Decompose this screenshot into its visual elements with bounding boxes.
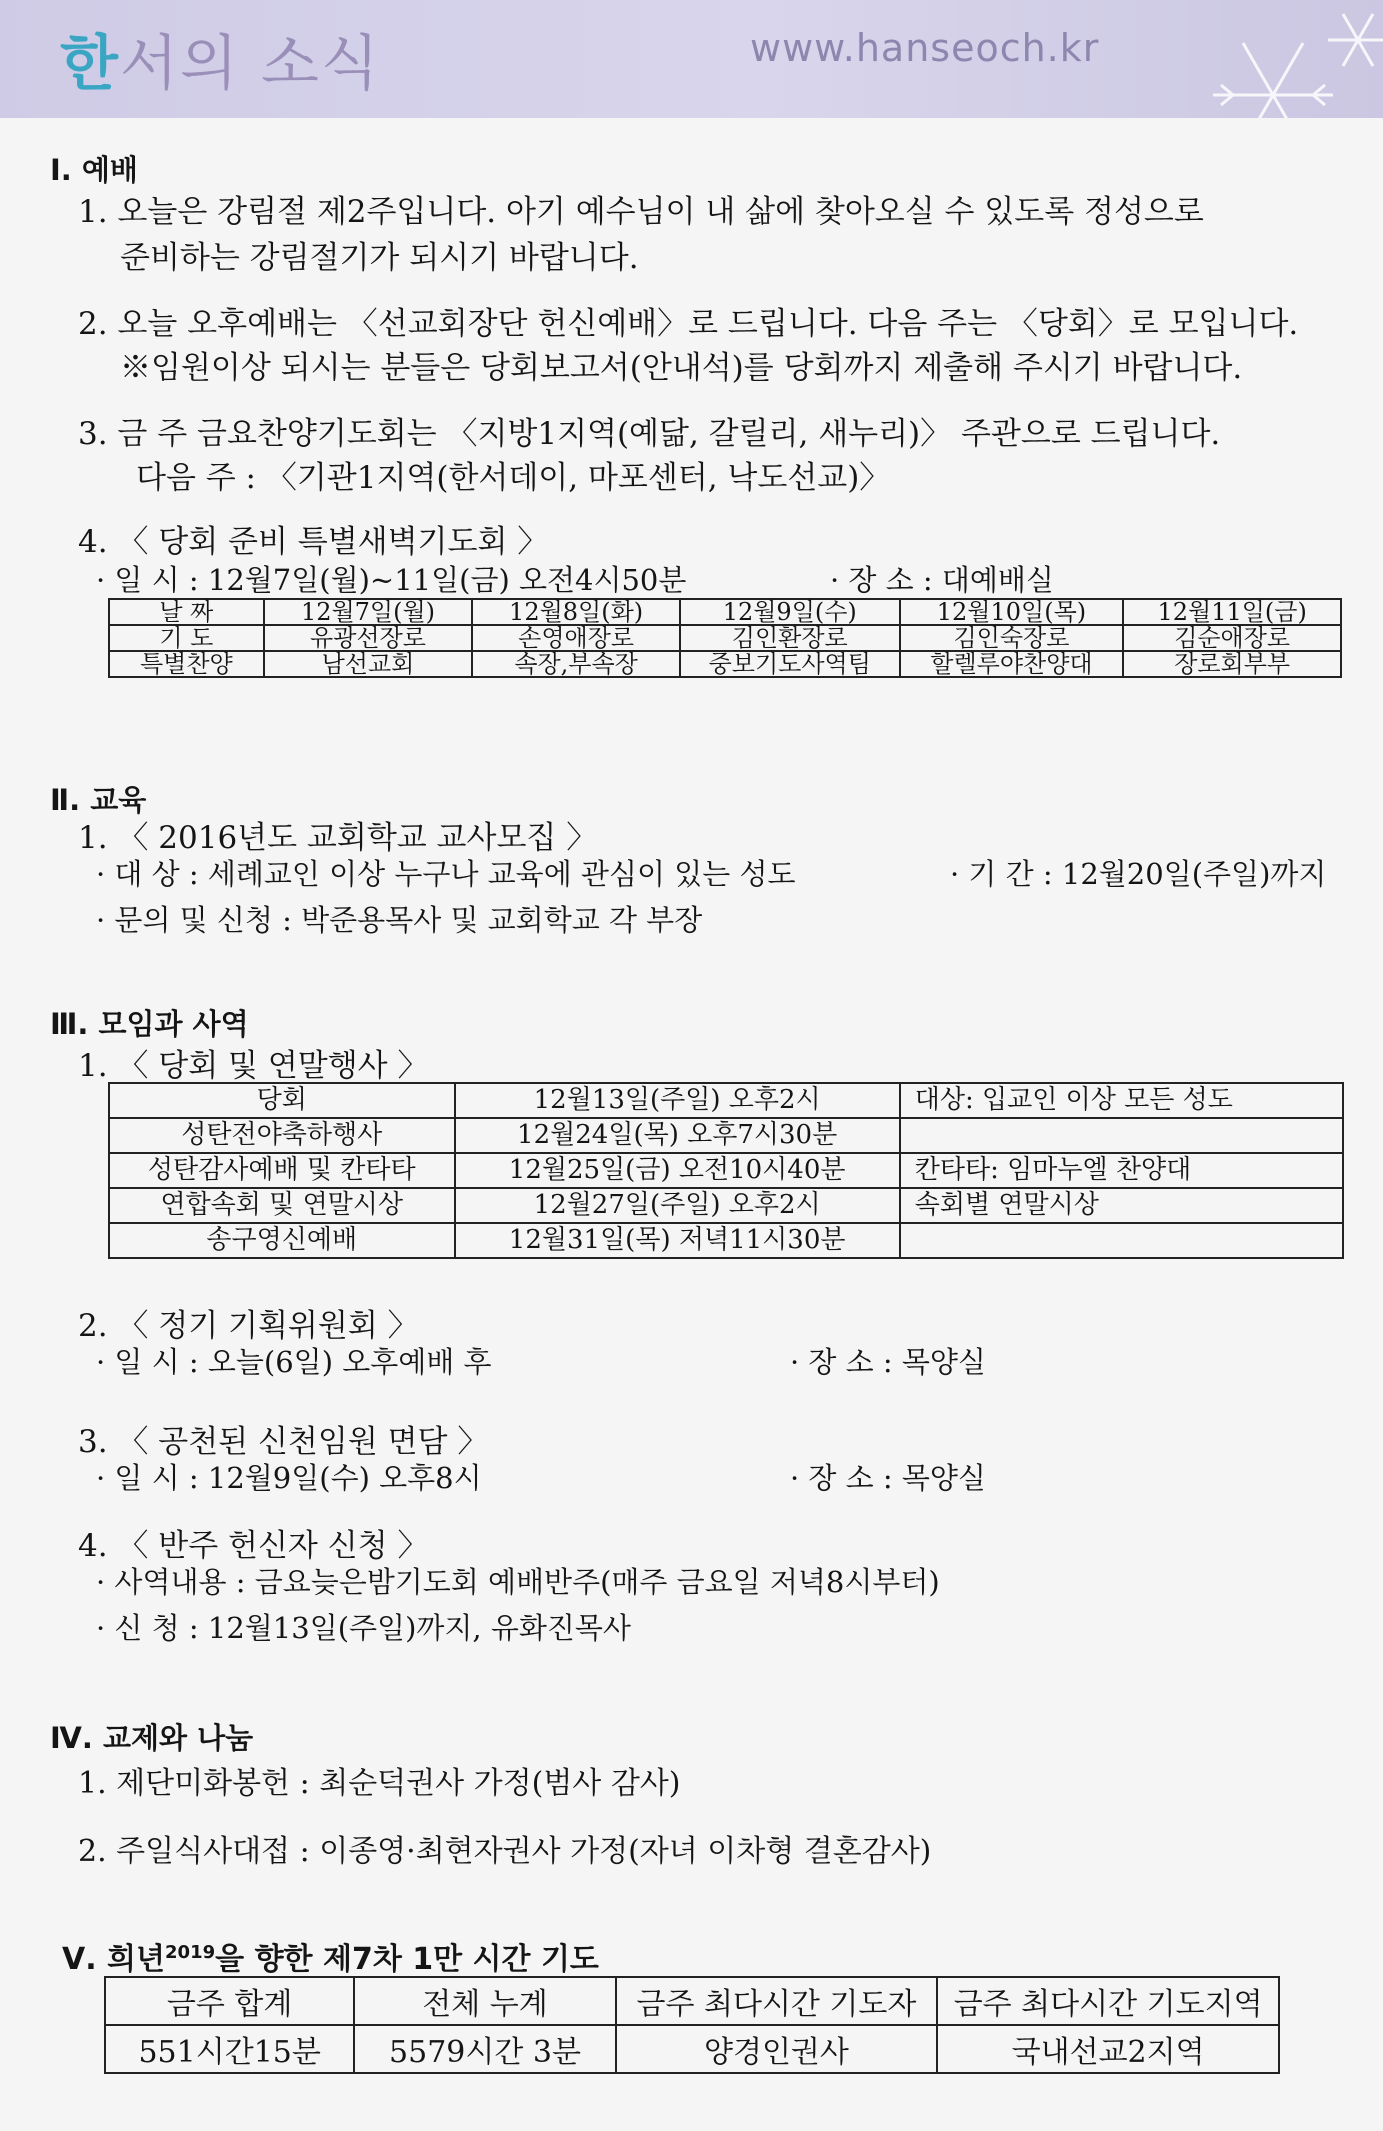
table-header: 금주 최다시간 기도지역 [937, 1977, 1279, 2025]
table-cell: 남선교회 [264, 651, 473, 677]
table-cell: 속장,부속장 [472, 651, 680, 677]
site-url[interactable]: www.hanseoch.kr [750, 26, 1100, 70]
table-header: 전체 누계 [354, 1977, 615, 2025]
table-cell: 12월13일(주일) 오후2시 [455, 1083, 900, 1118]
table-cell: 유광선장로 [264, 625, 473, 651]
meetings-item4-apply: · 신 청 : 12월13일(주일)까지, 유화진목사 [96, 1611, 631, 1645]
worship-item4-time: · 일 시 : 12월7일(월)~11일(금) 오전4시50분 [96, 563, 687, 597]
section-title-worship: Ⅰ. 예배 [50, 153, 138, 187]
education-period: · 기 간 : 12월20일(주일)까지 [950, 857, 1327, 891]
worship-item4-place: · 장 소 : 대예배실 [830, 563, 1054, 597]
table-cell: 5579시간 3분 [354, 2025, 615, 2073]
table-row [109, 651, 1341, 677]
meetings-item2-time: · 일 시 : 오늘(6일) 오후예배 후 [96, 1345, 492, 1379]
table-row [109, 1083, 1343, 1118]
table-row [109, 1223, 1343, 1258]
year-end-events-table [108, 1082, 1344, 1259]
table-header: 금주 합계 [105, 1977, 354, 2025]
snowflake-icon [1123, 0, 1383, 118]
table-cell: 김순애장로 [1123, 625, 1341, 651]
table-cell: 12월11일(금) [1123, 599, 1341, 625]
table-row [109, 1118, 1343, 1153]
section-title-fellowship: Ⅳ. 교제와 나눔 [50, 1721, 254, 1755]
meetings-item1-title: 1. 〈 당회 및 연말행사 〉 [78, 1048, 429, 1084]
worship-item3-line1: 3. 금 주 금요찬양기도회는 〈지방1지역(예닮, 갈릴리, 새누리)〉 주관으로 드립니다. [78, 416, 1221, 452]
table-cell: 12월10일(목) [900, 599, 1124, 625]
table-cell: 기 도 [109, 625, 264, 651]
table-cell [900, 1223, 1343, 1258]
prayer-hours-table [104, 1976, 1280, 2074]
brand-title: 한서의 소식 [60, 29, 381, 99]
meetings-item4-title: 4. 〈 반주 헌신자 신청 〉 [78, 1528, 429, 1564]
table-cell: 12월25일(금) 오전10시40분 [455, 1153, 900, 1188]
table-cell: 김인환장로 [680, 625, 900, 651]
table-cell: 551시간15분 [105, 2025, 354, 2073]
meetings-item2-place: · 장 소 : 목양실 [790, 1345, 986, 1379]
dawn-prayer-table [108, 598, 1342, 678]
education-target: · 대 상 : 세례교인 이상 누구나 교육에 관심이 있는 성도 [96, 857, 796, 891]
table-cell: 성탄전야축하행사 [109, 1118, 455, 1153]
table-cell [900, 1118, 1343, 1153]
table-cell: 대상: 입교인 이상 모든 성도 [900, 1083, 1343, 1118]
table-cell: 국내선교2지역 [937, 2025, 1279, 2073]
section-title-prayer: Ⅴ. 희년$^{2019}$을 향한 제7차 1만 시간 기도 [62, 1942, 599, 1977]
meetings-item3-place: · 장 소 : 목양실 [790, 1461, 986, 1495]
table-cell: 연합속회 및 연말시상 [109, 1188, 455, 1223]
section-title-education: Ⅱ. 교육 [50, 783, 147, 817]
table-cell: 12월7일(월) [264, 599, 473, 625]
fellowship-item2: 2. 주일식사대접 : 이종영·최현자권사 가정(자녀 이차형 결혼감사) [78, 1834, 932, 1869]
table-cell: 중보기도사역팀 [680, 651, 900, 677]
table-cell: 할렐루야찬양대 [900, 651, 1124, 677]
table-cell: 송구영신예배 [109, 1223, 455, 1258]
table-cell: 12월8일(화) [472, 599, 680, 625]
table-header: 금주 최다시간 기도자 [616, 1977, 938, 2025]
table-cell: 칸타타: 임마누엘 찬양대 [900, 1153, 1343, 1188]
education-contact: · 문의 및 신청 : 박준용목사 및 교회학교 각 부장 [96, 903, 703, 937]
table-cell: 장로회부부 [1123, 651, 1341, 677]
worship-item3-line2: 다음 주 : 〈기관1지역(한서데이, 마포센터, 낙도선교)〉 [136, 460, 891, 496]
fellowship-item1: 1. 제단미화봉헌 : 최순덕권사 가정(범사 감사) [78, 1766, 681, 1801]
worship-item2-line2: ※임원이상 되시는 분들은 당회보고서(안내석)를 당회까지 제출해 주시기 바랍니다. [120, 350, 1243, 386]
table-row [109, 1188, 1343, 1223]
table-cell: 날 짜 [109, 599, 264, 625]
meetings-item3-time: · 일 시 : 12월9일(수) 오후8시 [96, 1461, 482, 1495]
worship-item1-line1: 1. 오늘은 강림절 제2주입니다. 아기 예수님이 내 삶에 찾아오실 수 있도록 정성으로 [78, 194, 1204, 230]
meetings-item4-content: · 사역내용 : 금요늦은밤기도회 예배반주(매주 금요일 저녁8시부터) [96, 1565, 940, 1599]
table-cell: 속회별 연말시상 [900, 1188, 1343, 1223]
table-row [105, 2025, 1279, 2073]
meetings-item2-title: 2. 〈 정기 기획위원회 〉 [78, 1308, 419, 1344]
table-row [105, 1977, 1279, 2025]
section-title-meetings: Ⅲ. 모임과 사역 [50, 1007, 249, 1041]
table-cell: 성탄감사예배 및 칸타타 [109, 1153, 455, 1188]
table-cell: 손영애장로 [472, 625, 680, 651]
table-cell: 당회 [109, 1083, 455, 1118]
worship-item1-line2: 준비하는 강림절기가 되시기 바랍니다. [120, 240, 639, 276]
table-row [109, 599, 1341, 625]
worship-item4-title: 4. 〈 당회 준비 특별새벽기도회 〉 [78, 524, 549, 560]
table-cell: 12월27일(주일) 오후2시 [455, 1188, 900, 1223]
table-cell: 양경인권사 [616, 2025, 938, 2073]
table-cell: 특별찬양 [109, 651, 264, 677]
worship-item2-line1: 2. 오늘 오후예배는 〈선교회장단 헌신예배〉로 드립니다. 다음 주는 〈당회〉로 모입니다. [78, 306, 1299, 342]
table-row [109, 1153, 1343, 1188]
header-banner [0, 0, 1383, 118]
table-cell: 12월9일(수) [680, 599, 900, 625]
table-cell: 12월31일(목) 저녁11시30분 [455, 1223, 900, 1258]
education-item1-title: 1. 〈 2016년도 교회학교 교사모집 〉 [78, 820, 598, 856]
table-cell: 12월24일(목) 오후7시30분 [455, 1118, 900, 1153]
table-cell: 김인숙장로 [900, 625, 1124, 651]
table-row [109, 625, 1341, 651]
meetings-item3-title: 3. 〈 공천된 신천임원 면담 〉 [78, 1424, 489, 1460]
